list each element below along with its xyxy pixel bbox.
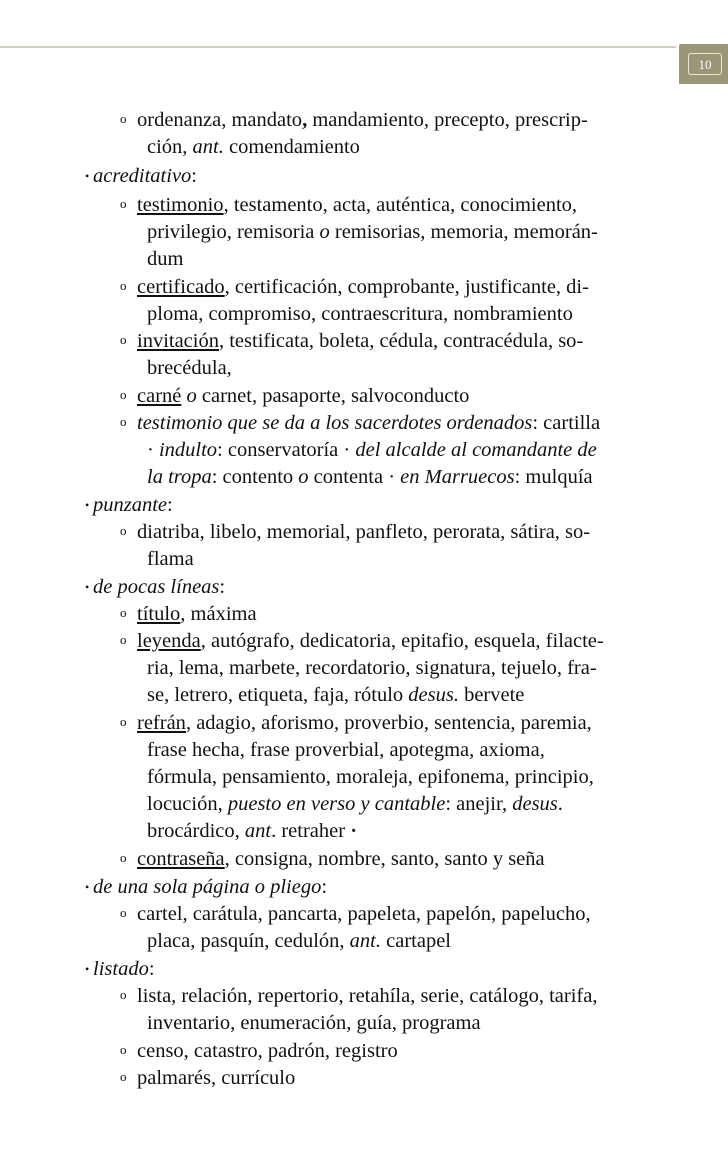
entry-text: , máxima xyxy=(180,603,257,625)
entry-text: · xyxy=(147,439,159,461)
continuation-line xyxy=(147,817,357,845)
entry-line xyxy=(120,382,469,410)
entry-text: bervete xyxy=(458,684,525,706)
entry-text: , certificación, comprobante, justificante, di- xyxy=(224,276,589,298)
entry-text: contenta · xyxy=(308,466,401,488)
continuation-line xyxy=(147,218,598,246)
entry-text: locución, xyxy=(147,793,228,815)
bullet-circle: o xyxy=(120,1069,127,1085)
entry-text: ordenanza, mandato xyxy=(137,109,303,131)
bullet-circle: o xyxy=(120,605,127,621)
continuation-line xyxy=(147,133,360,161)
continuation-line xyxy=(147,545,194,573)
italic-note: en Marruecos xyxy=(400,466,515,488)
entry-text: diatriba, libelo, memorial, panfleto, perorata, sátira, so- xyxy=(137,521,591,543)
entry-text: , testificata, boleta, cédula, contracédula, so- xyxy=(218,330,584,352)
italic-note: desus xyxy=(512,793,558,815)
italic-note: punzante xyxy=(93,494,168,516)
bullet-dot: • xyxy=(85,880,90,895)
headword: carné xyxy=(137,385,182,407)
continuation-line xyxy=(147,463,593,491)
entry-text: ria, lema, marbete, recordatorio, signatura, tejuelo, fra- xyxy=(147,657,597,679)
entry-text: dum xyxy=(147,248,184,270)
entry-text: : anejir, xyxy=(445,793,513,815)
italic-note: listado xyxy=(93,958,149,980)
continuation-line xyxy=(147,927,451,955)
bullet-circle: o xyxy=(120,850,127,866)
entry-line xyxy=(120,409,600,437)
entry-line xyxy=(120,900,591,928)
bullet-circle: o xyxy=(120,414,127,430)
continuation-line xyxy=(147,790,563,818)
entry-line xyxy=(120,1037,398,1065)
italic-note: de una sola página o pliego xyxy=(93,876,322,898)
headword: certificado xyxy=(137,276,225,298)
entry-text: : mulquía xyxy=(514,466,593,488)
continuation-line xyxy=(147,245,183,273)
entry-line xyxy=(120,627,604,655)
entry-text: : xyxy=(148,958,155,980)
entry-text: . retraher xyxy=(271,820,351,842)
bullet-circle: o xyxy=(120,1042,127,1058)
entry-text: , autógrafo, dedicatoria, epitafio, esquela, filacte- xyxy=(200,630,604,652)
entry-text: inventario, enumeración, guía, programa xyxy=(147,1012,481,1034)
bullet-circle: o xyxy=(120,632,127,648)
continuation-line xyxy=(147,654,597,682)
entry-text: placa, pasquín, cedulón, xyxy=(147,930,350,952)
continuation-line xyxy=(147,736,545,764)
entry-text: frase hecha, frase proverbial, apotegma, axioma, xyxy=(147,739,545,761)
italic-note: de pocas líneas xyxy=(93,576,220,598)
bullet-circle: o xyxy=(120,987,127,1003)
section-heading-line xyxy=(85,573,225,601)
entry-line xyxy=(120,1064,295,1092)
italic-note: ant. xyxy=(349,930,381,952)
entry-text: , consigna, nombre, santo, santo y seña xyxy=(224,848,545,870)
entry-text: fórmula, pensamiento, moraleja, epifonema, principio, xyxy=(147,766,594,788)
continuation-line xyxy=(147,436,597,464)
bullet-circle: o xyxy=(120,523,127,539)
header-rule xyxy=(0,46,676,48)
section-heading-line xyxy=(85,955,155,983)
entry-text: ción, xyxy=(147,136,193,158)
entry-text: : conservatoría · xyxy=(217,439,356,461)
bullet-dot: • xyxy=(85,169,90,184)
bullet-dot: • xyxy=(85,498,90,513)
headword: refrán xyxy=(137,712,186,734)
entry-text: palmarés, currículo xyxy=(137,1067,296,1089)
headword: invitación xyxy=(137,330,219,352)
entry-line xyxy=(120,845,545,873)
italic-note: o xyxy=(319,221,330,243)
italic-note: ant xyxy=(244,820,272,842)
section-heading-line xyxy=(85,162,197,190)
entry-text: lista, relación, repertorio, retahíla, serie, catálogo, tarifa, xyxy=(137,985,598,1007)
entry-text: censo, catastro, padrón, registro xyxy=(137,1040,398,1062)
entry-text: privilegio, remisoria xyxy=(147,221,320,243)
entry-text: : xyxy=(191,165,197,187)
bullet-circle: o xyxy=(120,111,127,127)
entry-line xyxy=(120,106,588,134)
entry-line xyxy=(120,327,583,355)
entry-text: comendamiento xyxy=(223,136,360,158)
entry-text: , xyxy=(302,109,308,131)
entry-text: , adagio, aforismo, proverbio, sentencia, paremia, xyxy=(185,712,592,734)
bullet-dot: • xyxy=(85,580,90,595)
entry-text: se, letrero, etiqueta, faja, rótulo xyxy=(147,684,409,706)
entry-text: , testamento, acta, auténtica, conocimiento, xyxy=(223,194,578,216)
entry-text: · xyxy=(350,820,358,842)
entry-text: : xyxy=(167,494,173,516)
entry-text: brocárdico, xyxy=(147,820,245,842)
bullet-circle: o xyxy=(120,278,127,294)
headword: testimonio xyxy=(137,194,224,216)
italic-note: o xyxy=(186,385,197,407)
page-number: 10 xyxy=(688,53,722,75)
entry-line xyxy=(120,982,597,1010)
italic-note: acreditativo xyxy=(93,165,192,187)
entry-line xyxy=(120,709,592,737)
entry-text: ploma, compromiso, contraescritura, nombramiento xyxy=(147,303,573,325)
continuation-line xyxy=(147,354,232,382)
entry-text: : xyxy=(321,876,328,898)
entry-text: carnet, pasaporte, salvoconducto xyxy=(196,385,470,407)
entry-text: remisorias, memoria, memorán- xyxy=(329,221,598,243)
italic-note: puesto en verso y cantable xyxy=(227,793,446,815)
entry-line xyxy=(120,600,257,628)
entry-text: flama xyxy=(147,548,194,570)
headword: título xyxy=(137,603,181,625)
italic-note: testimonio que se da a los sacerdotes ordenados xyxy=(137,412,533,434)
continuation-line xyxy=(147,300,573,328)
italic-note: la tropa xyxy=(147,466,212,488)
headword: contraseña xyxy=(137,848,225,870)
headword: leyenda xyxy=(137,630,201,652)
italic-note: del alcalde al comandante de xyxy=(355,439,597,461)
italic-note: indulto xyxy=(158,439,218,461)
entry-text: : xyxy=(219,576,226,598)
italic-note: ant. xyxy=(192,136,224,158)
bullet-circle: o xyxy=(120,387,127,403)
bullet-circle: o xyxy=(120,196,127,212)
bullet-circle: o xyxy=(120,905,127,921)
entry-line xyxy=(120,273,589,301)
bullet-circle: o xyxy=(120,332,127,348)
section-heading-line xyxy=(85,491,173,519)
entry-text: : contento xyxy=(211,466,299,488)
bullet-circle: o xyxy=(120,714,127,730)
entry-text: cartapel xyxy=(381,930,451,952)
italic-note: desus. xyxy=(408,684,459,706)
entry-line xyxy=(120,518,590,546)
entry-text: . xyxy=(557,793,563,815)
section-heading-line xyxy=(85,873,327,901)
bullet-dot: • xyxy=(85,962,90,977)
continuation-line xyxy=(147,681,524,709)
entry-text: mandamiento, precepto, prescrip- xyxy=(307,109,588,131)
italic-note: o xyxy=(298,466,309,488)
entry-text: brecédula, xyxy=(147,357,232,379)
entry-text: cartel, carátula, pancarta, papeleta, papelón, papelucho, xyxy=(137,903,591,925)
continuation-line xyxy=(147,763,594,791)
page-number-badge xyxy=(676,44,728,84)
entry-text: : cartilla xyxy=(532,412,601,434)
continuation-line xyxy=(147,1009,481,1037)
entry-line xyxy=(120,191,577,219)
